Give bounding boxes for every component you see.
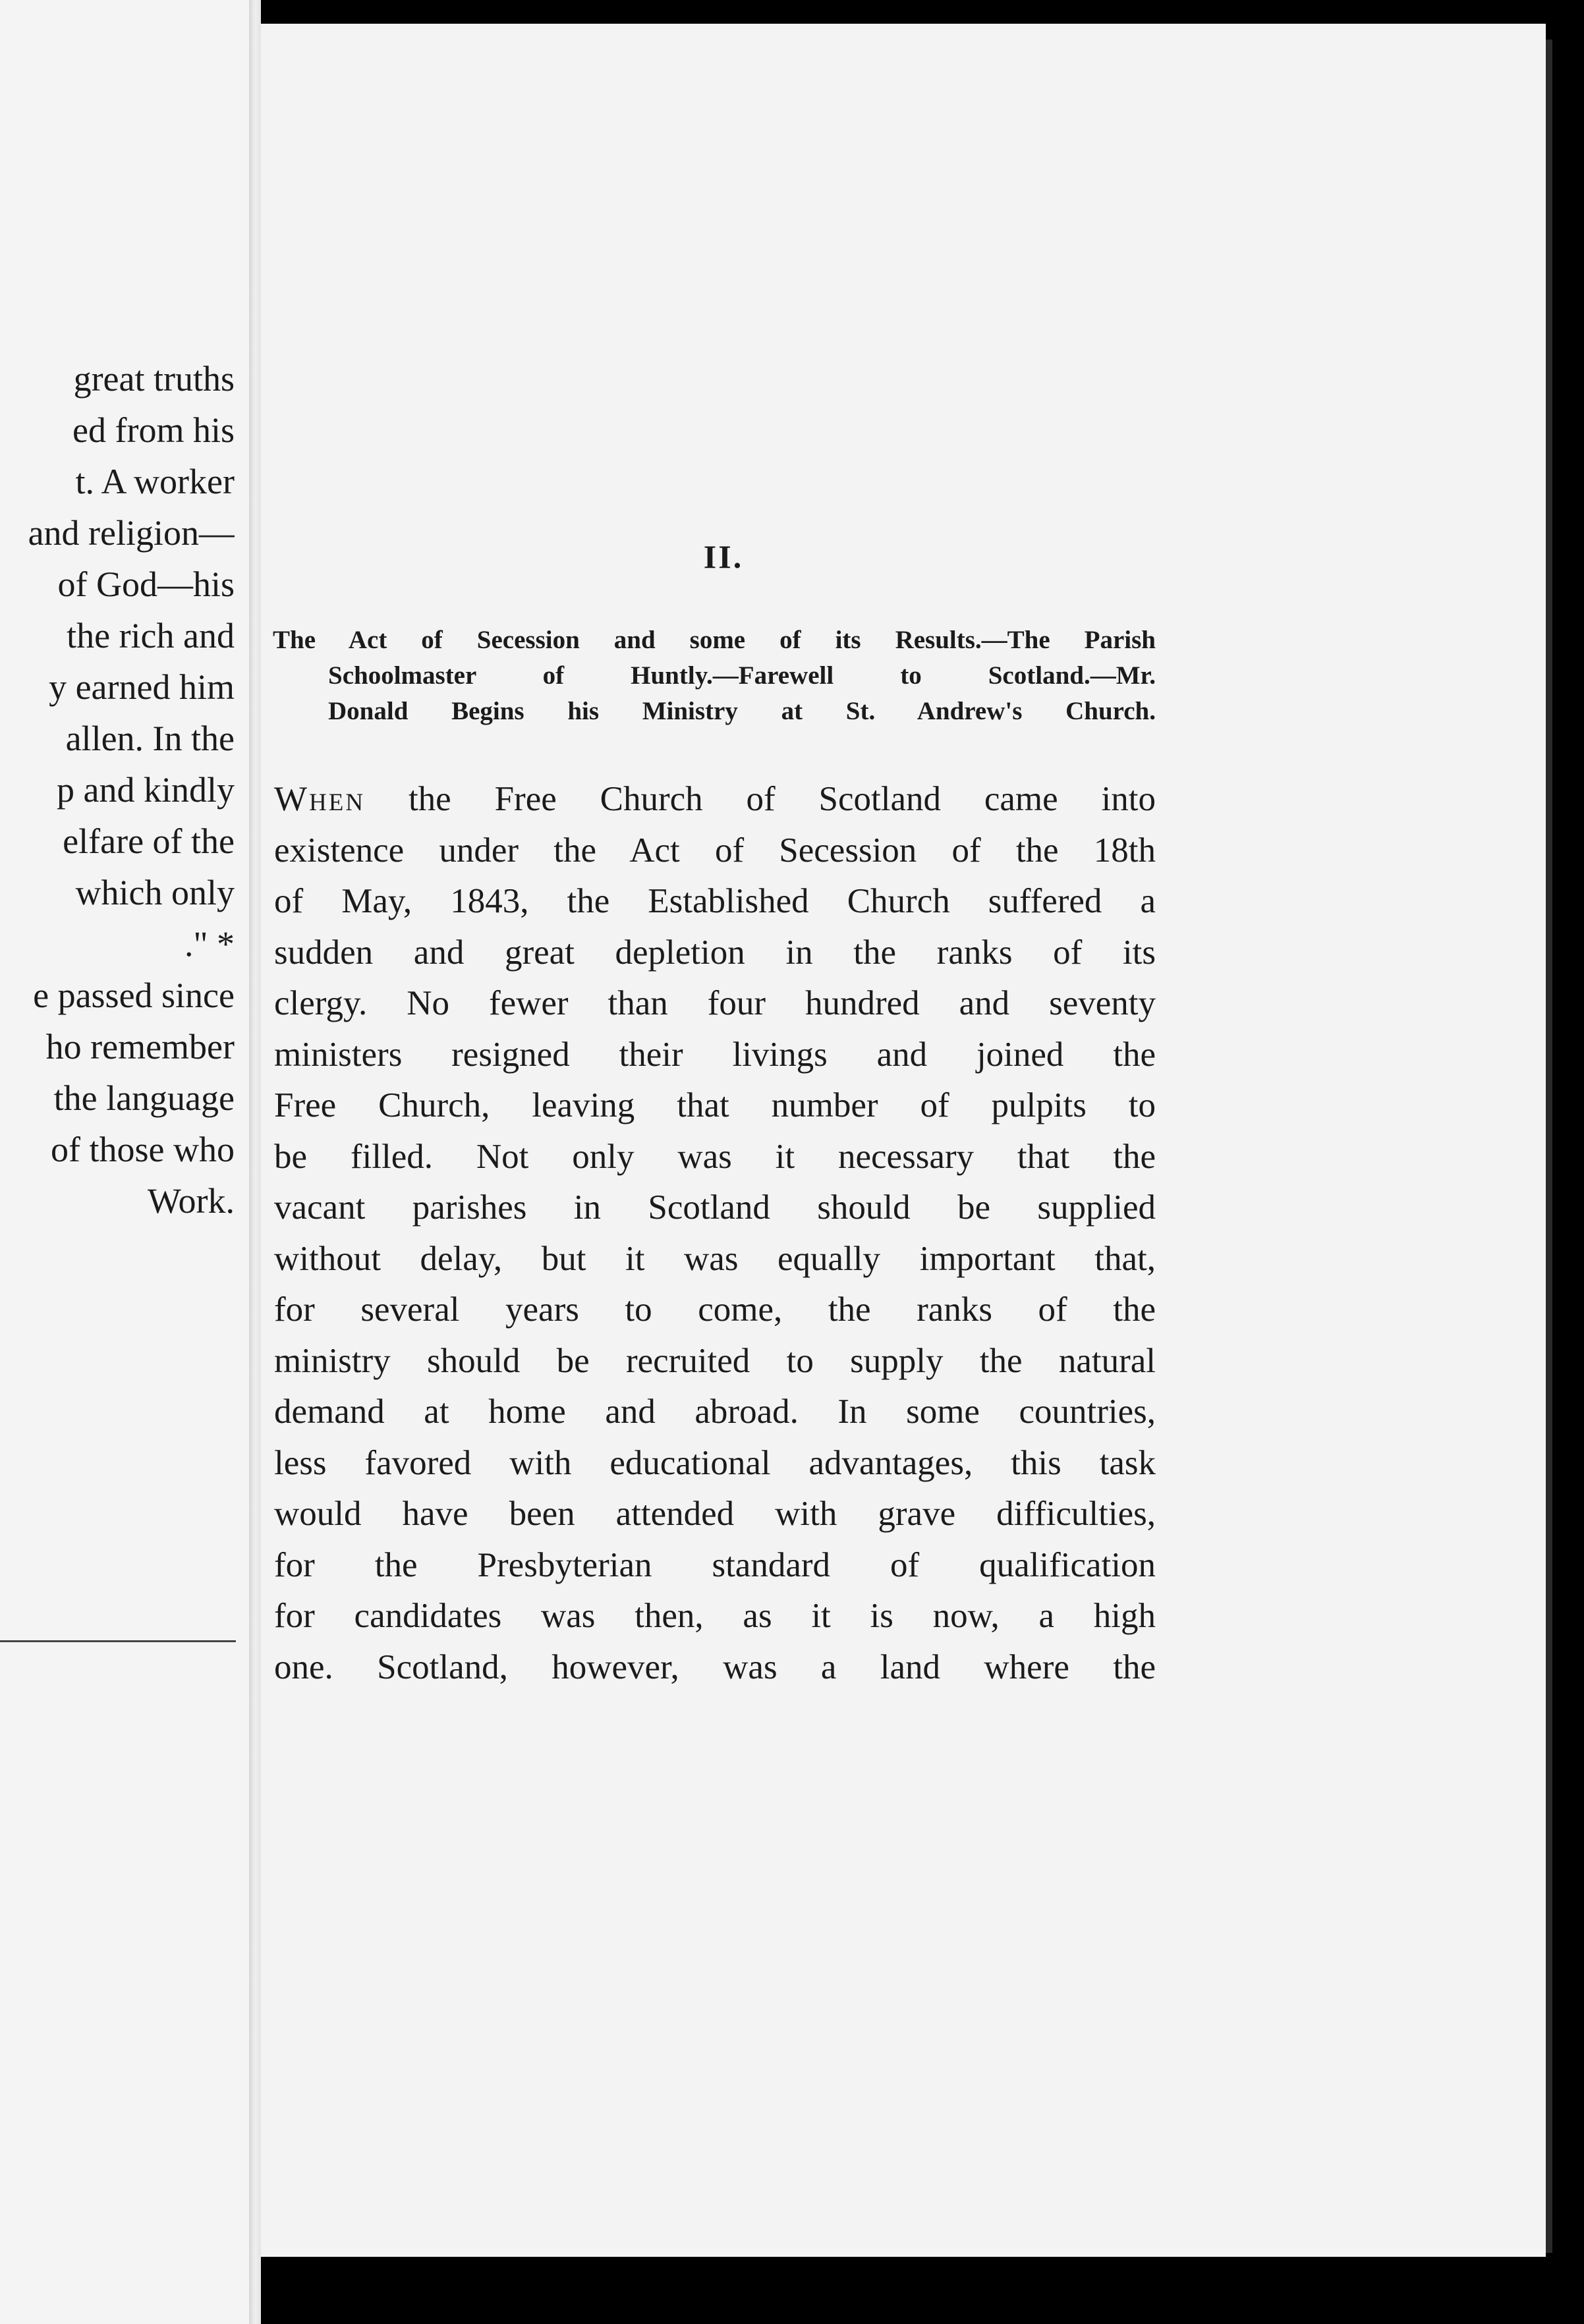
left-page-line: Work.	[147, 1181, 235, 1221]
left-page-line: t. A worker	[75, 462, 235, 501]
body-line: one. Scotland, however, was a land where the	[274, 1647, 1156, 1686]
book-gutter	[249, 0, 261, 2324]
chapter-summary-line: Donald Begins his Ministry at St. Andrew's Church.	[328, 697, 1156, 725]
body-line: demand at home and abroad. In some countries,	[274, 1393, 1156, 1431]
chapter-summary-line: Schoolmaster of Huntly.—Farewell to Scotland.—Mr.	[328, 661, 1156, 690]
page-edge	[1546, 40, 1552, 2253]
left-page-line: and religion—	[28, 513, 235, 553]
left-page-line: the language	[53, 1078, 235, 1118]
left-page-line: ed from his	[72, 410, 235, 450]
body-line: less favored with educational advantages, this task	[274, 1443, 1156, 1482]
left-page-line: elfare of the	[63, 821, 235, 861]
body-line: existence under the Act of Secession of the 18th	[274, 831, 1156, 870]
left-page-line: great truths	[73, 359, 235, 399]
left-page-line: which only	[75, 873, 235, 912]
opening-word: When	[274, 780, 366, 818]
left-page	[0, 0, 249, 2324]
body-line: Free Church, leaving that number of pulpits to	[274, 1086, 1156, 1124]
left-page-line: allen. In the	[65, 719, 235, 758]
left-page-line: p and kindly	[57, 770, 235, 810]
left-page-line: ." *	[184, 924, 235, 964]
chapter-body	[274, 774, 1156, 1693]
left-page-line: of those who	[51, 1130, 235, 1169]
left-page-line: e passed since	[33, 976, 235, 1015]
body-line: sudden and great depletion in the ranks of its	[274, 933, 1156, 972]
body-line: for several years to come, the ranks of the	[274, 1290, 1156, 1329]
left-page-line: of God—his	[57, 565, 235, 604]
body-line: for candidates was then, as it is now, a high	[274, 1597, 1156, 1635]
chapter-summary-line: The Act of Secession and some of its Results.—The Parish	[273, 626, 1156, 654]
body-line-first	[274, 774, 1156, 825]
left-page-line: y earned him	[49, 667, 235, 707]
chapter-summary	[273, 622, 1156, 729]
footnote-rule	[0, 1640, 236, 1642]
body-line-text: the Free Church of Scotland came into	[365, 780, 1156, 818]
body-line: ministry should be recruited to supply the natural	[274, 1341, 1156, 1380]
chapter-number: II.	[703, 538, 744, 575]
left-page-line: ho remember	[45, 1027, 235, 1066]
left-page-text	[0, 353, 235, 1227]
left-page-line: the rich and	[67, 616, 235, 655]
body-line: clergy. No fewer than four hundred and seventy	[274, 984, 1156, 1022]
body-line: for the Presbyterian standard of qualification	[274, 1545, 1156, 1584]
body-line: ministers resigned their livings and joined the	[274, 1035, 1156, 1074]
body-line: of May, 1843, the Established Church suffered a	[274, 882, 1156, 920]
body-line: without delay, but it was equally important that,	[274, 1239, 1156, 1278]
body-line: would have been attended with grave difficulties,	[274, 1495, 1156, 1533]
body-line: vacant parishes in Scotland should be supplied	[274, 1188, 1156, 1227]
body-line: be filled. Not only was it necessary that the	[274, 1137, 1156, 1176]
